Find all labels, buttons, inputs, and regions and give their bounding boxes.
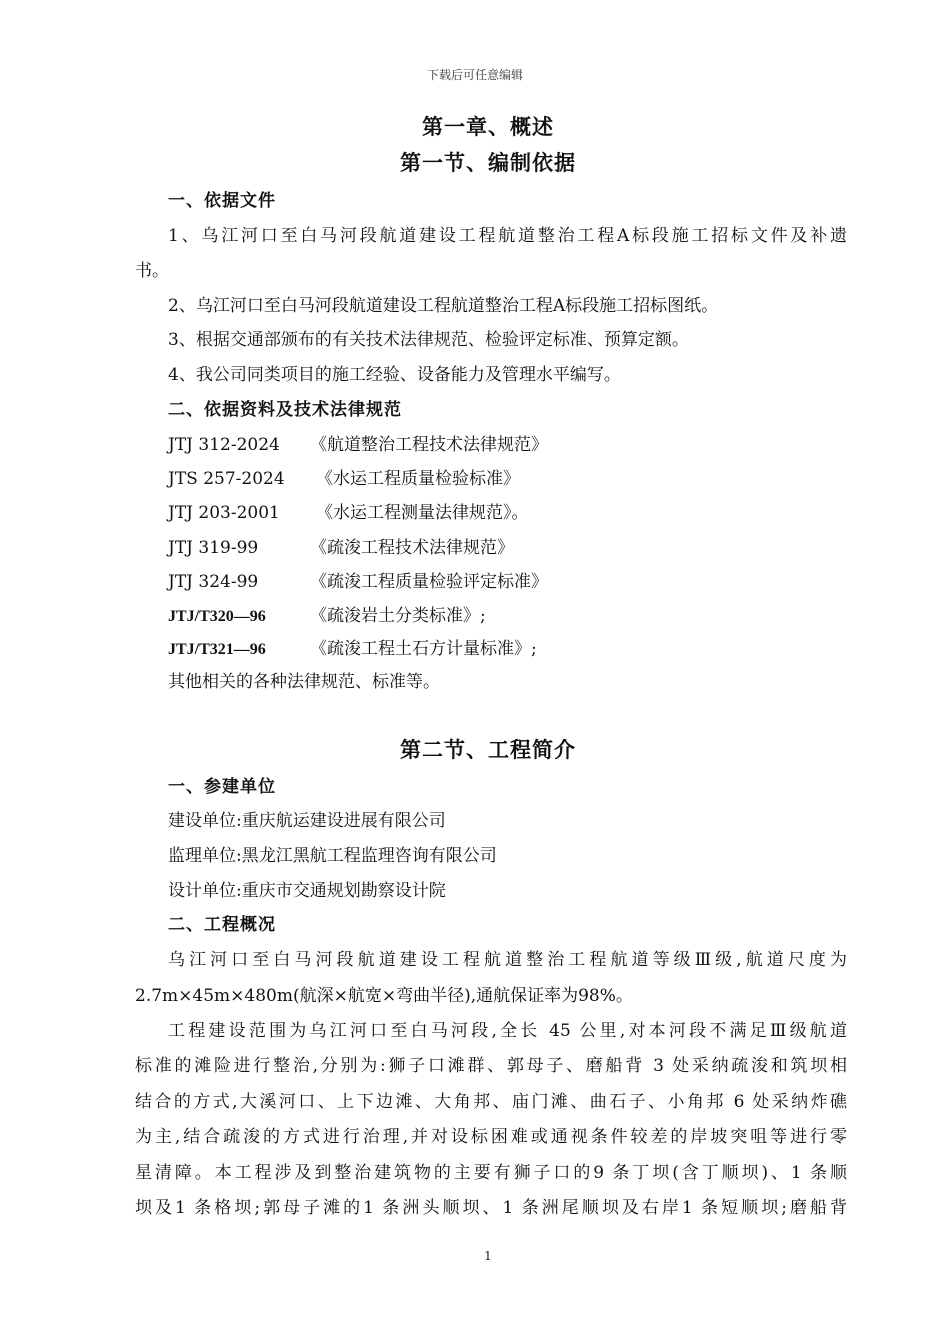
- paragraph-line: 工程建设范围为乌江河口至白马河段,全长 45 公里,对本河段不满足Ⅲ级航道: [168, 1021, 847, 1041]
- reference-line: [168, 533, 514, 558]
- reference-name: 《疏浚岩土分类标准》;: [310, 606, 486, 626]
- reference-line: [168, 634, 537, 659]
- chapter-title: 第一章、概述: [422, 115, 554, 139]
- design-unit: 设计单位:重庆市交通规划勘察设计院: [168, 881, 446, 901]
- subheading: 二、工程概况: [168, 915, 276, 935]
- reference-code: JTJ/T321—96: [168, 641, 266, 658]
- paragraph-line: 2.7m×45m×480m(航深×航宽×弯曲半径),通航保证率为98%。: [135, 986, 633, 1006]
- reference-name: 《疏浚工程土石方计量标准》;: [310, 639, 537, 659]
- reference-name: 《疏浚工程技术法律规范》: [310, 538, 514, 558]
- reference-name: 《水运工程测量法律规范》。: [316, 503, 529, 523]
- paragraph-line: 书。: [135, 261, 169, 281]
- reference-code: JTJ 203-2001: [168, 503, 280, 523]
- construction-unit: 建设单位:重庆航运建设进展有限公司: [168, 811, 446, 831]
- paragraph-line: 2、乌江河口至白马河段航道建设工程航道整治工程A标段施工招标图纸。: [168, 296, 719, 316]
- paragraph-line: 其他相关的各种法律规范、标准等。: [168, 672, 440, 692]
- reference-line: [168, 567, 548, 592]
- paragraph-line: 为主,结合疏浚的方式进行治理,并对设标困难或通视条件较差的岸坡突咀等进行零: [135, 1127, 847, 1147]
- subheading: 一、依据文件: [168, 191, 276, 211]
- reference-line: [168, 464, 520, 489]
- paragraph-line: 结合的方式,大溪河口、上下边滩、大角邦、庙门滩、曲石子、小角邦 6 处采纳炸礁: [135, 1092, 847, 1112]
- supervision-unit: 监理单位:黑龙江黑航工程监理咨询有限公司: [168, 846, 497, 866]
- section-title: 第二节、工程简介: [400, 738, 576, 762]
- reference-line: [168, 498, 529, 523]
- paragraph-line: 标准的滩险进行整治,分别为:狮子口滩群、郭母子、磨船背 3 处采纳疏浚和筑坝相: [135, 1056, 847, 1076]
- paragraph-line: 星清障。本工程涉及到整治建筑物的主要有狮子口的9 条丁坝(含丁顺坝)、1 条顺: [135, 1163, 847, 1183]
- subheading: 二、依据资料及技术法律规范: [168, 400, 402, 420]
- subheading: 一、参建单位: [168, 777, 276, 797]
- reference-line: [168, 601, 486, 626]
- reference-code: JTJ 324-99: [168, 572, 259, 592]
- reference-code: JTS 257-2024: [168, 469, 285, 489]
- reference-name: 《水运工程质量检验标准》: [316, 469, 520, 489]
- reference-line: [168, 430, 548, 455]
- reference-code: JTJ/T320—96: [168, 608, 266, 625]
- paragraph-line: 乌江河口至白马河段航道建设工程航道整治工程航道等级Ⅲ级,航道尺度为: [168, 950, 847, 970]
- reference-code: JTJ 319-99: [168, 538, 259, 558]
- paragraph-line: 1、乌江河口至白马河段航道建设工程航道整治工程A标段施工招标文件及补遗: [168, 226, 847, 246]
- paragraph-line: 3、根据交通部颁布的有关技术法律规范、检验评定标准、预算定额。: [168, 330, 689, 350]
- reference-name: 《航道整治工程技术法律规范》: [310, 435, 548, 455]
- page-number: 1: [484, 1249, 492, 1263]
- reference-code: JTJ 312-2024: [168, 435, 280, 455]
- paragraph-line: 4、我公司同类项目的施工经验、设备能力及管理水平编写。: [168, 365, 621, 385]
- paragraph-line: 坝及1 条格坝;郭母子滩的1 条洲头顺坝、1 条洲尾顺坝及右岸1 条短顺坝;磨船背: [135, 1198, 847, 1218]
- reference-name: 《疏浚工程质量检验评定标准》: [310, 572, 548, 592]
- page-header: 下载后可任意编辑: [426, 68, 523, 82]
- section-title: 第一节、编制依据: [400, 151, 576, 175]
